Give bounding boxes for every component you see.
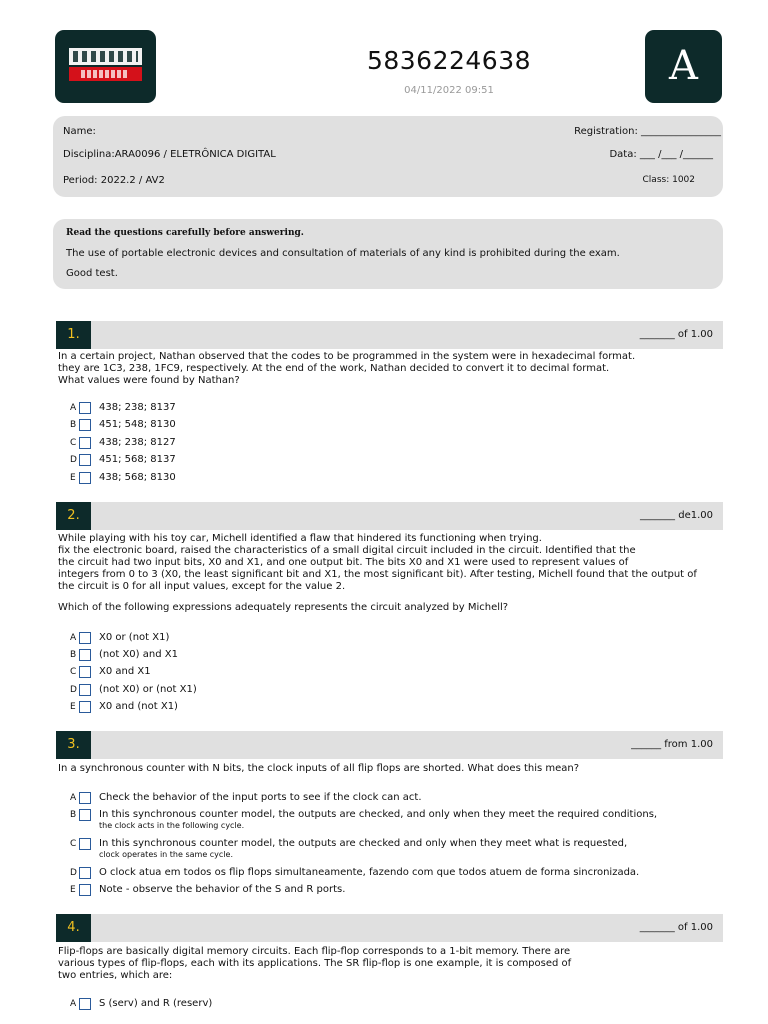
option-checkbox[interactable]: [79, 701, 91, 713]
question-score: ______ from 1.00: [631, 739, 713, 750]
question-header: [56, 502, 723, 530]
option-text: (not X0) and X1: [99, 649, 178, 660]
option-checkbox[interactable]: [79, 884, 91, 896]
option-text: X0 or (not X1): [99, 632, 170, 643]
question-number: 2.: [56, 502, 91, 530]
option-checkbox[interactable]: [79, 684, 91, 696]
question-line: fix the electronic board, raised the characteristics of a small digital circuit included in the circuit. Identified that the: [58, 545, 636, 556]
option-letter: C: [70, 667, 77, 677]
option-subtext: the clock acts in the following cycle.: [99, 821, 245, 830]
option-letter: A: [70, 403, 77, 413]
question-line: In a certain project, Nathan observed that the codes to be programmed in the system were in hexadecimal format.: [58, 351, 636, 362]
question-score: _______ of 1.00: [639, 922, 713, 933]
question-line: Which of the following expressions adequately represents the circuit analyzed by Michell?: [58, 602, 509, 613]
option-text: S (serv) and R (reserv): [99, 998, 213, 1009]
option-checkbox[interactable]: [79, 792, 91, 804]
option-letter: B: [70, 650, 77, 660]
instruction-text: The use of portable electronic devices and consultation of materials of any kind is prohibited during the exam.: [66, 248, 620, 259]
period-label: Period: 2022.2 / AV2: [63, 175, 165, 186]
date-field-label: Data: ___ /___ /______: [609, 149, 713, 160]
question-header: [56, 321, 723, 349]
option-letter: D: [70, 685, 77, 695]
option-text: 438; 568; 8130: [99, 472, 176, 483]
option-text: X0 and (not X1): [99, 701, 178, 712]
option-checkbox[interactable]: [79, 632, 91, 644]
option-checkbox[interactable]: [79, 998, 91, 1010]
option-text: 451; 568; 8137: [99, 454, 176, 465]
question-prompt: [58, 602, 718, 614]
option-text: O clock atua em todos os flip flops simultaneamente, fazendo com que todos atuem de forma sincronizada.: [99, 867, 640, 878]
student-info-box: [53, 116, 723, 197]
option-checkbox[interactable]: [79, 649, 91, 661]
class-label: Class: 1002: [642, 175, 695, 185]
exam-date: 04/11/2022 09:51: [404, 85, 494, 96]
option-text: 451; 548; 8130: [99, 419, 176, 430]
option-letter: D: [70, 455, 77, 465]
option-letter: A: [70, 793, 77, 803]
name-label: Name:: [63, 126, 96, 137]
exam-version-badge: A: [645, 30, 722, 103]
option-subtext: clock operates in the same cycle.: [99, 850, 233, 859]
question-text: [58, 351, 718, 387]
question-line: two entries, which are:: [58, 970, 173, 981]
option-text: Check the behavior of the input ports to see if the clock can act.: [99, 792, 422, 803]
option-text: 438; 238; 8127: [99, 437, 176, 448]
question-score: _______ of 1.00: [639, 329, 713, 340]
option-letter: E: [70, 885, 76, 895]
option-text: X0 and X1: [99, 666, 151, 677]
option-checkbox[interactable]: [79, 867, 91, 879]
question-line: While playing with his toy car, Michell identified a flaw that hindered its functioning when trying.: [58, 533, 542, 544]
instruction-closing: Good test.: [66, 268, 118, 279]
question-line: they are 1C3, 238, 1FC9, respectively. At the end of the work, Nathan decided to convert it to decimal format.: [58, 363, 610, 374]
option-letter: A: [70, 999, 77, 1009]
question-text: [58, 533, 718, 593]
registration-label: Registration: ________________: [574, 126, 721, 137]
option-letter: C: [70, 839, 77, 849]
option-text: In this synchronous counter model, the outputs are checked and only when they meet what is requested,: [99, 838, 628, 849]
question-text: [58, 946, 718, 982]
option-text: In this synchronous counter model, the outputs are checked, and only when they meet the required conditions,: [99, 809, 658, 820]
option-checkbox[interactable]: [79, 666, 91, 678]
question-line: the circuit is 0 for all input values, except for the value 2.: [58, 581, 346, 592]
option-letter: B: [70, 420, 77, 430]
option-letter: C: [70, 438, 77, 448]
exam-code: 5836224638: [366, 46, 532, 75]
question-number: 1.: [56, 321, 91, 349]
logo-mark: [69, 48, 142, 84]
question-line: In a synchronous counter with N bits, the clock inputs of all flip flops are shorted. What does this mean?: [58, 763, 580, 774]
option-letter: D: [70, 868, 77, 878]
option-letter: A: [70, 633, 77, 643]
option-text: 438; 238; 8137: [99, 402, 176, 413]
option-checkbox[interactable]: [79, 838, 91, 850]
option-checkbox[interactable]: [79, 472, 91, 484]
question-score: _______ de1.00: [640, 510, 713, 521]
option-checkbox[interactable]: [79, 437, 91, 449]
option-checkbox[interactable]: [79, 419, 91, 431]
question-text: [58, 763, 718, 775]
option-checkbox[interactable]: [79, 402, 91, 414]
option-letter: E: [70, 473, 76, 483]
option-text: Note - observe the behavior of the S and R ports.: [99, 884, 346, 895]
option-checkbox[interactable]: [79, 809, 91, 821]
discipline-label: Disciplina:ARA0096 / ELETRÔNICA DIGITAL: [63, 149, 276, 160]
question-line: integers from 0 to 3 (X0, the least significant bit and X1, the most significant bit). After testing, Michell found that the output of: [58, 569, 697, 580]
question-line: the circuit had two input bits, X0 and X1, and one output bit. The bits X0 and X1 were used to represent values of: [58, 557, 629, 568]
option-letter: B: [70, 810, 77, 820]
instruction-heading: Read the questions carefully before answering.: [66, 228, 304, 238]
option-text: (not X0) or (not X1): [99, 684, 197, 695]
question-header: [56, 914, 723, 942]
instructions-box: [53, 219, 723, 289]
question-line: various types of flip-flops, each with its applications. The SR flip-flop is one example, it is composed of: [58, 958, 572, 969]
question-header: [56, 731, 723, 759]
question-number: 3.: [56, 731, 91, 759]
option-checkbox[interactable]: [79, 454, 91, 466]
option-letter: E: [70, 702, 76, 712]
question-number: 4.: [56, 914, 91, 942]
question-line: What values were found by Nathan?: [58, 375, 240, 386]
question-line: Flip-flops are basically digital memory circuits. Each flip-flop corresponds to a 1-bit memory. There are: [58, 946, 571, 957]
institution-logo: [55, 30, 156, 103]
